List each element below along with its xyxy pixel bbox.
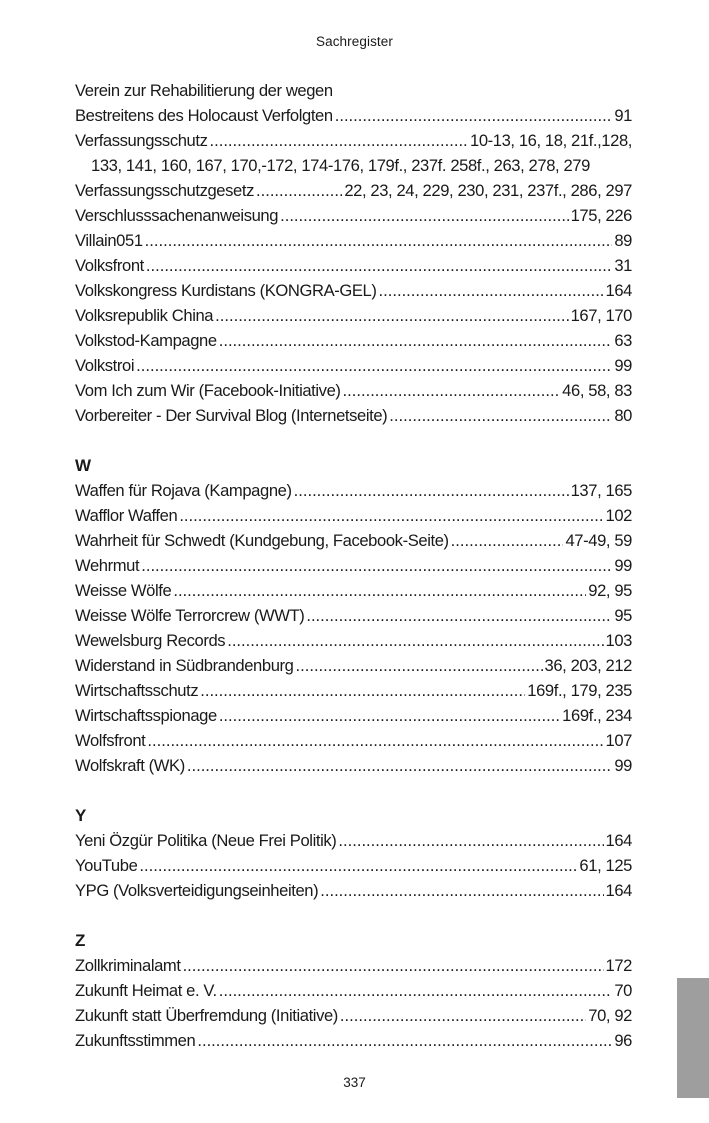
leader-dots [219,328,613,353]
entry-pages: 175, 226 [570,206,632,225]
entry-pages: 47-49, 59 [565,531,632,550]
entry-term: Wewelsburg Records [75,631,226,650]
index-entry [75,103,632,128]
index-entry [75,328,632,353]
entry-pages: 22, 23, 24, 229, 230, 231, 237f., 286, 297 [344,181,632,200]
leader-dots [147,728,603,753]
index-entry [75,553,632,578]
entry-term: Volkstod-Kampagne [75,331,217,350]
entry-pages: 70, 92 [588,1006,632,1025]
leader-dots [340,1003,586,1028]
leader-dots [139,853,577,878]
entry-pages: 172 [605,956,632,975]
entry-pages: 80 [614,406,632,425]
entry-term: Wehrmut [75,556,140,575]
running-header: Sachregister [316,34,393,49]
entry-term: Vorbereiter - Der Survival Blog (Internetseite) [75,406,388,425]
index-entry [75,753,632,778]
entry-pages: 36, 203, 212 [544,656,632,675]
index-content [75,78,632,1053]
entry-pages: 31 [614,256,632,275]
entry-term: Waffen für Rojava (Kampagne) [75,481,292,500]
index-entry [75,703,632,728]
entry-pages: 99 [614,756,632,775]
index-entry [75,953,632,978]
index-entry [75,203,632,228]
entry-pages: 167, 170 [570,306,632,325]
index-entry [75,528,632,553]
entry-pages: 92, 95 [588,581,632,600]
leader-dots [320,878,603,903]
entry-pages: 107 [605,731,632,750]
index-entry [75,828,632,853]
entry-pages: 164 [605,281,632,300]
entry-pages: 61, 125 [579,856,632,875]
entry-pages: 102 [605,506,632,525]
leader-dots [338,828,603,853]
entry-pages: 46, 58, 83 [562,381,632,400]
entry-pages: 103 [605,631,632,650]
index-entry [75,603,632,628]
leader-dots [219,703,560,728]
entry-pages: 10-13, 16, 18, 21f.,128, [469,131,632,150]
entry-term: Zollkriminalamt [75,956,181,975]
index-entry [75,278,632,303]
entry-term: Verfassungsschutzgesetz [75,181,254,200]
entry-pages: 99 [614,356,632,375]
entry-pages: 164 [605,831,632,850]
entry-term: Wafflor Waffen [75,506,178,525]
entry-pages: 63 [614,331,632,350]
leader-dots [145,228,613,253]
index-entry [75,728,632,753]
entry-term: Wirtschaftsspionage [75,706,217,725]
entry-pages: 89 [614,231,632,250]
entry-term: YPG (Volksverteidigungseinheiten) [75,881,319,900]
entry-term: Weisse Wölfe [75,581,172,600]
index-entry [75,478,632,503]
index-entry [75,978,632,1003]
entry-term: Widerstand in Südbrandenburg [75,656,294,675]
entry-term: Yeni Özgür Politika (Neue Frei Politik) [75,831,337,850]
entry-pages-continuation: 133, 141, 160, 167, 170,-172, 174-176, 179f., 237f. 258f., 263, 278, 279 [91,156,590,175]
entry-term: Wahrheit für Schwedt (Kundgebung, Facebook-Seite) [75,531,449,550]
leader-dots [256,178,342,203]
entry-pages: 137, 165 [570,481,632,500]
leader-dots [280,203,569,228]
entry-term: Zukunft Heimat e. V. [75,981,217,1000]
index-entry [75,678,632,703]
leader-dots [219,978,613,1003]
leader-dots [141,553,612,578]
leader-dots [389,403,612,428]
entry-term: Bestreitens des Holocaust Verfolgten [75,106,333,125]
index-entry [75,1003,632,1028]
index-entry [75,878,632,903]
page-number: 337 [343,1075,366,1090]
index-entry [75,403,632,428]
leader-dots [173,578,586,603]
index-entry [75,503,632,528]
entry-pages: 169f., 234 [562,706,632,725]
index-entry-lead-line: Verein zur Rehabilitierung der wegen [75,81,333,100]
index-entry [75,653,632,678]
entry-term: Wirtschaftsschutz [75,681,199,700]
entry-pages: 70 [614,981,632,1000]
entry-term: Volkstroi [75,356,135,375]
leader-dots [209,128,468,153]
entry-term: YouTube [75,856,138,875]
section-spacer [75,903,632,928]
section-letter-w: W [75,456,91,475]
index-entry [75,353,632,378]
entry-term: Verfassungsschutz [75,131,208,150]
entry-pages: 91 [614,106,632,125]
entry-pages: 99 [614,556,632,575]
entry-term: Wolfskraft (WK) [75,756,185,775]
entry-term: Volksrepublik China [75,306,214,325]
leader-dots [146,253,612,278]
entry-term: Vom Ich zum Wir (Facebook-Initiative) [75,381,341,400]
entry-term: Volkskongress Kurdistans (KONGRA-GEL) [75,281,377,300]
index-entry [75,578,632,603]
section-spacer [75,428,632,453]
leader-dots [197,1028,612,1053]
leader-dots [379,278,604,303]
entry-term: Verschlusssachenanweisung [75,206,279,225]
index-entry [75,178,632,203]
entry-pages: 164 [605,881,632,900]
section-letter-z: Z [75,931,85,950]
leader-dots [200,678,525,703]
section-spacer [75,778,632,803]
index-entry [75,628,632,653]
leader-dots [227,628,603,653]
entry-pages: 96 [614,1031,632,1050]
entry-term: Wolfsfront [75,731,146,750]
entry-term: Weisse Wölfe Terrorcrew (WWT) [75,606,305,625]
entry-pages: 169f., 179, 235 [527,681,632,700]
entry-term: Volksfront [75,256,144,275]
entry-pages: 95 [614,606,632,625]
index-entry [75,253,632,278]
entry-term: Zukunft statt Überfremdung (Initiative) [75,1006,338,1025]
entry-term: Zukunftsstimmen [75,1031,196,1050]
index-entry [75,128,632,153]
leader-dots [136,353,612,378]
index-entry [75,303,632,328]
leader-dots [306,603,612,628]
leader-dots [179,503,603,528]
index-entry [75,1028,632,1053]
entry-term: Villain051 [75,231,143,250]
leader-dots [215,303,568,328]
leader-dots [294,478,569,503]
section-letter-y: Y [75,806,86,825]
leader-dots [183,953,604,978]
index-entry [75,853,632,878]
leader-dots [335,103,613,128]
index-entry [75,228,632,253]
leader-dots [451,528,564,553]
leader-dots [343,378,561,403]
leader-dots [296,653,543,678]
index-entry [75,378,632,403]
leader-dots [187,753,612,778]
